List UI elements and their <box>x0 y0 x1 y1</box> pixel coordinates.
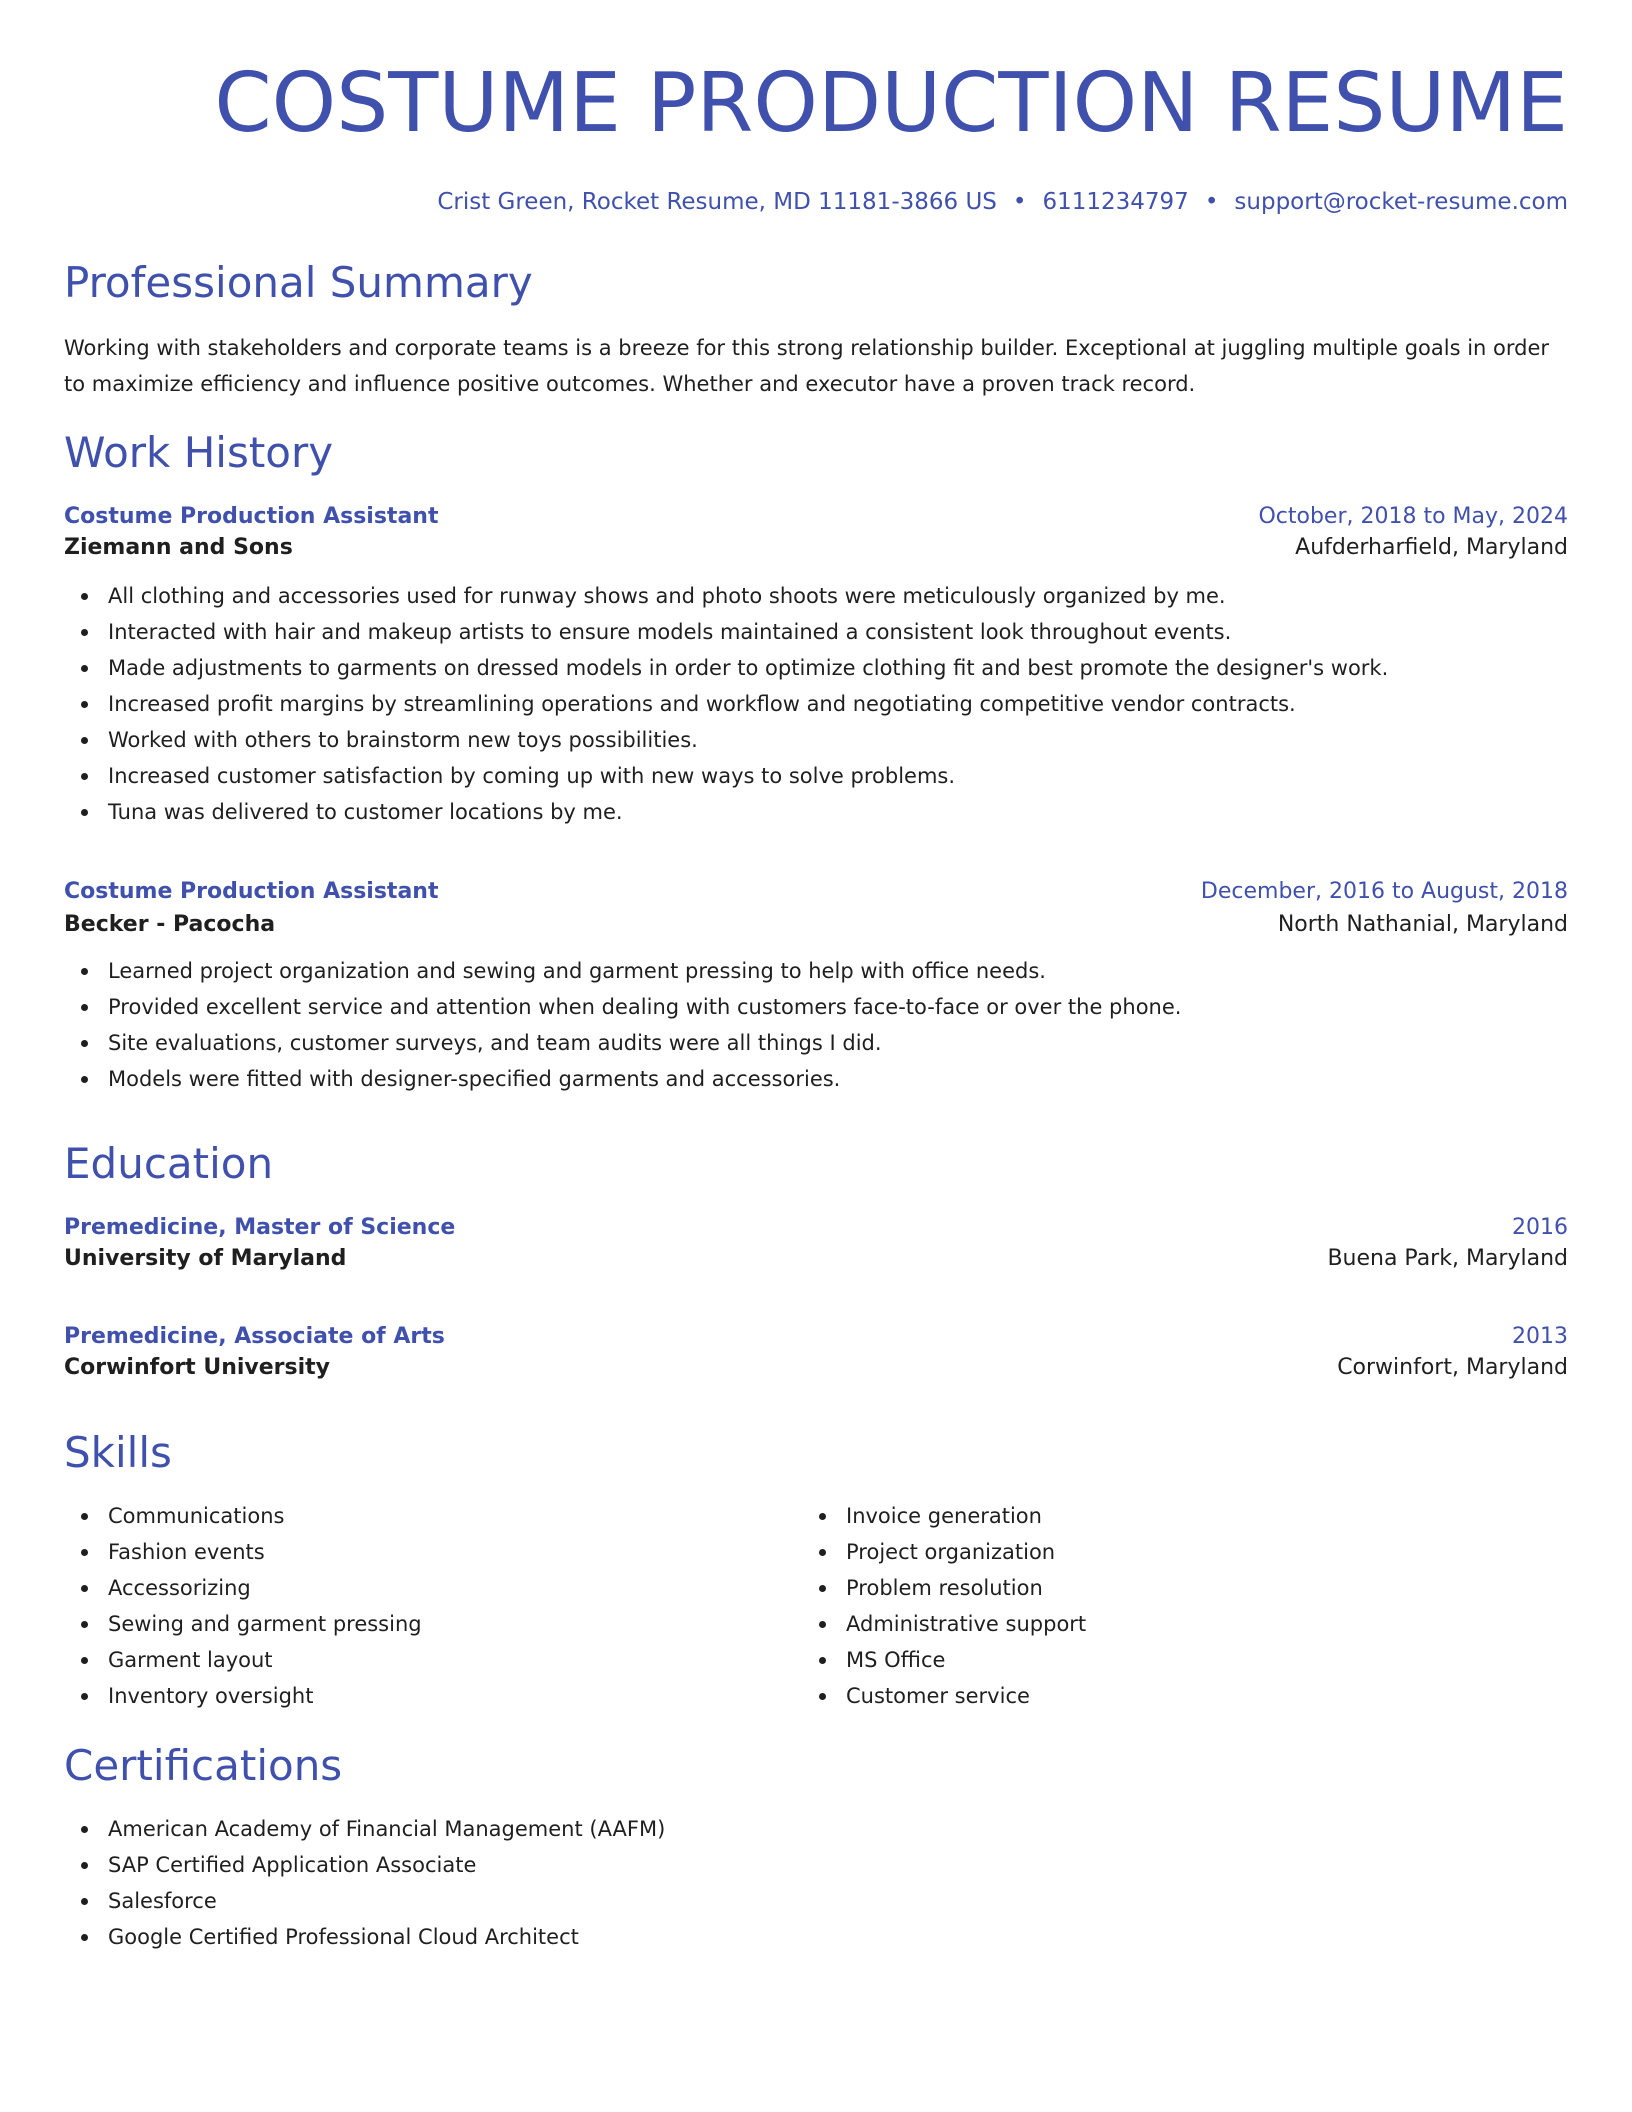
education-degree: Premedicine, Master of Science <box>64 1215 456 1240</box>
list-item: Accessorizing <box>64 1570 802 1606</box>
list-item: Project organization <box>802 1534 1540 1570</box>
list-item: All clothing and accessories used for runway shows and photo shoots were meticulously organized by me. <box>64 578 1568 614</box>
list-item: Invoice generation <box>802 1498 1540 1534</box>
contact-separator: • <box>1204 189 1219 215</box>
skills-columns <box>64 1498 1568 1714</box>
education-header-row <box>64 1215 1568 1240</box>
list-item: Site evaluations, customer surveys, and team audits were all things I did. <box>64 1025 1568 1061</box>
summary-section <box>64 256 1568 402</box>
resume-header <box>64 56 1568 218</box>
education-entry <box>64 1324 1568 1380</box>
list-item: Provided excellent service and attention when dealing with customers face-to-face or over the phone. <box>64 989 1568 1025</box>
education-year: 2013 <box>1512 1324 1568 1349</box>
skills-list-left <box>64 1498 802 1714</box>
education-heading: Education <box>64 1139 274 1188</box>
job-header-row <box>64 504 1568 529</box>
list-item: Customer service <box>802 1678 1540 1714</box>
skills-list-right <box>802 1498 1540 1714</box>
job-company: Becker - Pacocha <box>64 912 276 937</box>
list-item: Administrative support <box>802 1606 1540 1642</box>
education-school: Corwinfort University <box>64 1355 331 1380</box>
job-dates: December, 2016 to August, 2018 <box>1200 879 1568 904</box>
list-item: American Academy of Financial Management (AAFM) <box>64 1811 1568 1847</box>
education-section <box>64 1137 1568 1191</box>
list-item: Salesforce <box>64 1883 1568 1919</box>
job-company-row <box>64 535 1568 560</box>
list-item: Fashion events <box>64 1534 802 1570</box>
work-heading: Work History <box>64 428 334 477</box>
education-entry <box>64 1215 1568 1271</box>
list-item: Interacted with hair and makeup artists to ensure models maintained a consistent look throughout events. <box>64 614 1568 650</box>
list-item: Communications <box>64 1498 802 1534</box>
list-item: Google Certified Professional Cloud Architect <box>64 1919 1568 1955</box>
list-item: Made adjustments to garments on dressed models in order to optimize clothing fit and best promote the designer's work. <box>64 650 1568 686</box>
job-company-row <box>64 912 1568 937</box>
job-dates: October, 2018 to May, 2024 <box>1258 504 1568 529</box>
certifications-heading: Certifications <box>64 1741 343 1790</box>
job-header-row <box>64 879 1568 904</box>
list-item: Tuna was delivered to customer locations by me. <box>64 794 1568 830</box>
education-location: Corwinfort, Maryland <box>1337 1355 1568 1380</box>
skills-section <box>64 1426 1568 1714</box>
resume-title: COSTUME PRODUCTION RESUME <box>214 56 1568 151</box>
education-location: Buena Park, Maryland <box>1327 1246 1568 1271</box>
contact-phone: 6111234797 <box>1042 189 1189 215</box>
contact-address: Crist Green, Rocket Resume, MD 11181-3866 US <box>437 189 997 215</box>
job-title: Costume Production Assistant <box>64 504 439 529</box>
job-location: North Nathanial, Maryland <box>1277 912 1568 937</box>
job-location: Aufderharfield, Maryland <box>1295 535 1568 560</box>
education-degree: Premedicine, Associate of Arts <box>64 1324 445 1349</box>
list-item: Worked with others to brainstorm new toys possibilities. <box>64 722 1568 758</box>
education-school-row <box>64 1355 1568 1380</box>
list-item: Sewing and garment pressing <box>64 1606 802 1642</box>
education-header-row <box>64 1324 1568 1349</box>
list-item: Problem resolution <box>802 1570 1540 1606</box>
job-bullets <box>64 953 1568 1097</box>
skills-heading: Skills <box>64 1428 172 1477</box>
job-company: Ziemann and Sons <box>64 535 293 560</box>
education-year: 2016 <box>1512 1215 1568 1240</box>
list-item: Inventory oversight <box>64 1678 802 1714</box>
job-entry <box>64 879 1568 1097</box>
summary-text: Working with stakeholders and corporate teams is a breeze for this strong relationship builder. Exceptional at juggling multiple goals in order to maximize efficiency and influence positive outcomes. Whether and executor have a proven track record. <box>64 336 1550 396</box>
work-section <box>64 426 1568 480</box>
summary-heading: Professional Summary <box>64 258 533 307</box>
education-school: University of Maryland <box>64 1246 347 1271</box>
job-title: Costume Production Assistant <box>64 879 439 904</box>
job-entry <box>64 504 1568 830</box>
certifications-section <box>64 1739 1568 1955</box>
list-item: Increased profit margins by streamlining operations and workflow and negotiating competitive vendor contracts. <box>64 686 1568 722</box>
contact-email: support@rocket-resume.com <box>1234 189 1568 215</box>
job-bullets <box>64 578 1568 830</box>
list-item: SAP Certified Application Associate <box>64 1847 1568 1883</box>
list-item: Increased customer satisfaction by coming up with new ways to solve problems. <box>64 758 1568 794</box>
list-item: Garment layout <box>64 1642 802 1678</box>
list-item: Learned project organization and sewing and garment pressing to help with office needs. <box>64 953 1568 989</box>
list-item: Models were fitted with designer-specified garments and accessories. <box>64 1061 1568 1097</box>
certifications-list <box>64 1811 1568 1955</box>
contact-separator: • <box>1012 189 1027 215</box>
list-item: MS Office <box>802 1642 1540 1678</box>
education-school-row <box>64 1246 1568 1271</box>
contact-line <box>64 186 1568 218</box>
